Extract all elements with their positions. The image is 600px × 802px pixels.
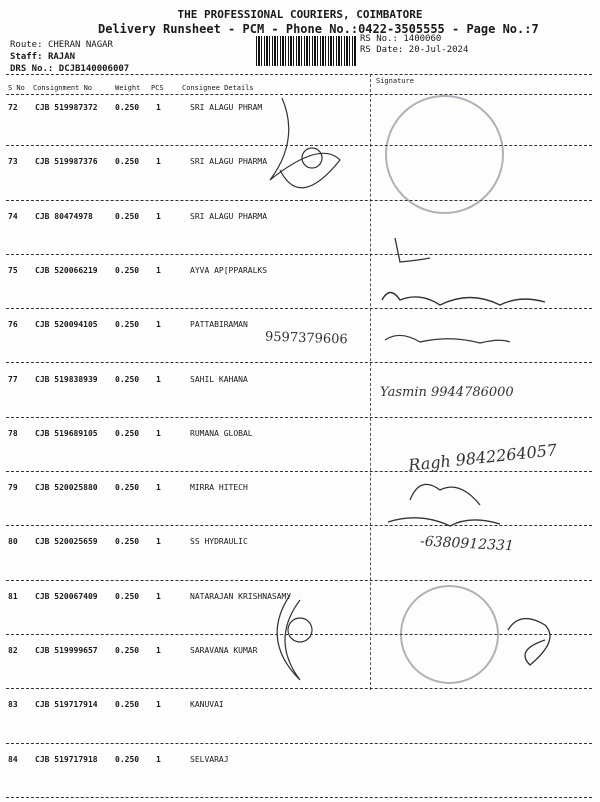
runsheet-title: Delivery Runsheet - PCM - Phone No.:0422-3505555 - Page No.:7 [98, 22, 539, 36]
cell-weight: 0.250 [115, 646, 140, 655]
cell-sno: 83 [8, 700, 18, 710]
cell-weight: 0.250 [115, 320, 140, 330]
rs-no-label: RS No.: [360, 34, 398, 44]
cell-pcs: 1 [156, 103, 161, 112]
cell-consignment: CJB 80474978 [35, 211, 93, 221]
col-sno: S No [8, 84, 25, 92]
rs-date-value: 20-Jul-2024 [408, 45, 469, 55]
cell-weight: 0.250 [115, 374, 140, 384]
handwritten-signature-79: Ragh 9842264057 [407, 440, 558, 475]
cell-pcs: 1 [156, 754, 161, 764]
rs-date-label: RS Date: [360, 45, 404, 55]
route-label: Route: [10, 40, 43, 50]
cell-sno: 74 [8, 211, 18, 221]
company-name: THE PROFESSIONAL COURIERS, COIMBATORE [177, 8, 423, 21]
cell-weight: 0.250 [115, 591, 140, 601]
cell-sno: 75 [8, 265, 18, 275]
col-pcs: PCS [151, 84, 164, 92]
cell-weight: 0.250 [115, 265, 140, 275]
cell-consignee: AYVA AP[PPARALKS [190, 265, 268, 275]
cell-weight: 0.250 [115, 211, 140, 221]
cell-weight: 0.250 [115, 537, 140, 547]
cell-consignment: CJB 520066219 [35, 265, 98, 275]
cell-pcs: 1 [156, 646, 161, 655]
cell-consignment: CJB 520025880 [35, 483, 98, 493]
col-weight: Weight [115, 84, 141, 92]
cell-consignee: SRI ALAGU PHARMA [190, 211, 268, 221]
cell-consignee: SS HYDRAULIC [190, 537, 248, 547]
cell-weight: 0.250 [115, 157, 140, 167]
cell-consignee: MIRRA HITECH [190, 483, 248, 493]
cell-consignee: SRI ALAGU PHRAM [190, 103, 263, 112]
cell-pcs: 1 [156, 320, 161, 330]
cell-sno: 73 [8, 157, 18, 167]
cell-consignment: CJB 520067409 [35, 591, 98, 601]
cell-pcs: 1 [156, 537, 161, 547]
cell-pcs: 1 [156, 265, 161, 275]
route-value: CHERAN NAGAR [47, 40, 113, 50]
cell-consignee: SARAVANA KUMAR [190, 646, 258, 655]
cell-consignee: KANUVAI [190, 700, 224, 710]
cell-sno: 72 [8, 103, 18, 112]
cell-sno: 78 [8, 428, 18, 438]
rs-no-value: 1400060 [403, 34, 442, 44]
cell-pcs: 1 [156, 428, 161, 438]
cell-consignment: CJB 519717918 [35, 754, 98, 764]
cell-consignment: CJB 519717914 [35, 700, 98, 710]
cell-sno: 84 [8, 754, 18, 764]
cell-sno: 76 [8, 320, 18, 330]
handwritten-phone-77: 9597379606 [264, 329, 348, 348]
cell-consignee: SELVARAJ [190, 754, 229, 764]
cell-sno: 81 [8, 591, 18, 601]
cell-consignment: CJB 519999657 [35, 646, 98, 655]
cell-consignment: CJB 519689105 [35, 428, 98, 438]
cell-sno: 79 [8, 483, 18, 493]
cell-weight: 0.250 [115, 483, 140, 493]
cell-consignee: SRI ALAGU PHARMA [190, 157, 268, 167]
handwritten-phone-81: -6380912331 [419, 533, 515, 555]
cell-consignment: CJB 519838939 [35, 374, 98, 384]
cell-consignee: PATTABIRAMAN [190, 320, 248, 330]
cell-sno: 82 [8, 646, 18, 655]
staff-label: Staff: [10, 52, 43, 62]
cell-pcs: 1 [156, 157, 161, 167]
cell-consignment: CJB 520094105 [35, 320, 98, 330]
cell-weight: 0.250 [115, 428, 140, 438]
col-consignee: Consignee Details [182, 84, 254, 92]
cell-consignee: RUMANA GLOBAL [190, 428, 253, 438]
cell-weight: 0.250 [115, 103, 140, 112]
col-consignment: Consignment No [33, 84, 93, 92]
drs-label: DRS No.: [10, 64, 54, 74]
cell-weight: 0.250 [115, 754, 140, 764]
cell-consignment: CJB 519987372 [35, 103, 98, 112]
company-stamp [385, 95, 504, 214]
cell-consignment: CJB 520025659 [35, 537, 98, 547]
cell-weight: 0.250 [115, 700, 140, 710]
cell-pcs: 1 [156, 211, 161, 221]
cell-sno: 80 [8, 537, 18, 547]
col-signature: Signature [376, 77, 414, 85]
staff-value: RAJAN [47, 52, 76, 62]
handwritten-signature-78: Yasmin 9944786000 [380, 385, 514, 400]
round-stamp [400, 585, 499, 684]
cell-consignment: CJB 519987376 [35, 157, 98, 167]
cell-pcs: 1 [156, 374, 161, 384]
cell-sno: 77 [8, 374, 18, 384]
cell-pcs: 1 [156, 483, 161, 493]
drs-value: DCJB140006007 [58, 64, 130, 74]
cell-consignee: SAHIL KAHANA [190, 374, 248, 384]
cell-consignee: NATARAJAN KRISHNASAMY [190, 591, 292, 601]
cell-pcs: 1 [156, 591, 161, 601]
cell-pcs: 1 [156, 700, 161, 710]
